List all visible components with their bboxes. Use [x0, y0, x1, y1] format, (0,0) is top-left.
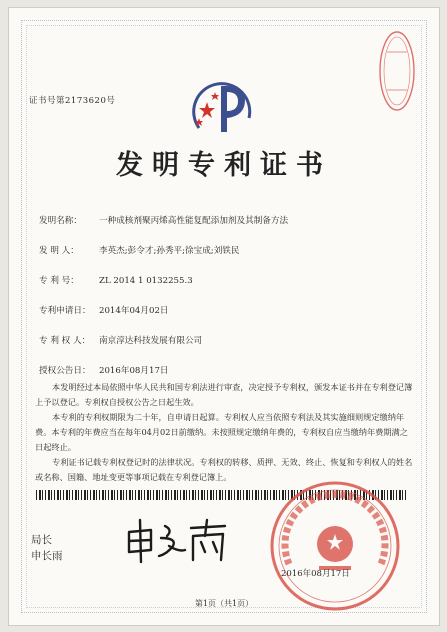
body-paragraph: 专利证书记载专利权登记时的法律状况。专利权的转移、质押、无效、终止、恢复和专利权人的姓名或名称、国籍、地址变更等事项记载在专利登记簿上。 — [35, 457, 413, 482]
field-application-date: 专利申请日： 2014年04月02日 — [39, 306, 169, 316]
body-paragraph: 本发明经过本局依照中华人民共和国专利法进行审查，决定授予专利权，颁发本证书并在专利登记簿上予以登记。专利权自授权公告之日起生效。 — [35, 382, 413, 407]
certificate-body — [35, 380, 413, 485]
handwritten-signature — [121, 516, 231, 564]
certificate-title: 发明专利证书 — [116, 150, 332, 181]
signature-name: 申长雨 — [31, 550, 63, 562]
field-patent-number: 专 利 号： ZL 2014 1 0132255.3 — [39, 276, 193, 286]
official-seal — [267, 478, 403, 614]
field-invention-name: 发明名称： 一种成核剂聚丙烯高性能复配添加剂及其制备方法 — [39, 216, 289, 226]
body-paragraph: 本专利的专利权期限为二十年，自申请日起算。专利权人应当依照专利法及其实施细则规定缴纳年费。本专利的年费应当在每年04月02日前缴纳。未按照规定缴纳年费的，专利权自应当缴纳年费期满之日起终止。 — [35, 412, 408, 452]
field-grant-date: 授权公告日： 2016年08月17日 — [39, 366, 169, 376]
page-number: 第1页（共1页） — [194, 599, 254, 608]
cnipa-logo — [191, 78, 257, 140]
registration-stamp — [377, 28, 417, 114]
seal-date: 2016年08月17日 — [281, 569, 350, 579]
signature-title: 局长 — [31, 534, 52, 546]
certificate-page — [8, 7, 440, 626]
field-inventor: 发 明 人： 李英杰;彭令才;孙秀平;徐宝成;刘铁民 — [39, 246, 240, 256]
certificate-number: 证书号第2173620号 — [29, 96, 116, 106]
field-patentee: 专 利 权 人： 南京淳达科技发展有限公司 — [39, 336, 203, 346]
